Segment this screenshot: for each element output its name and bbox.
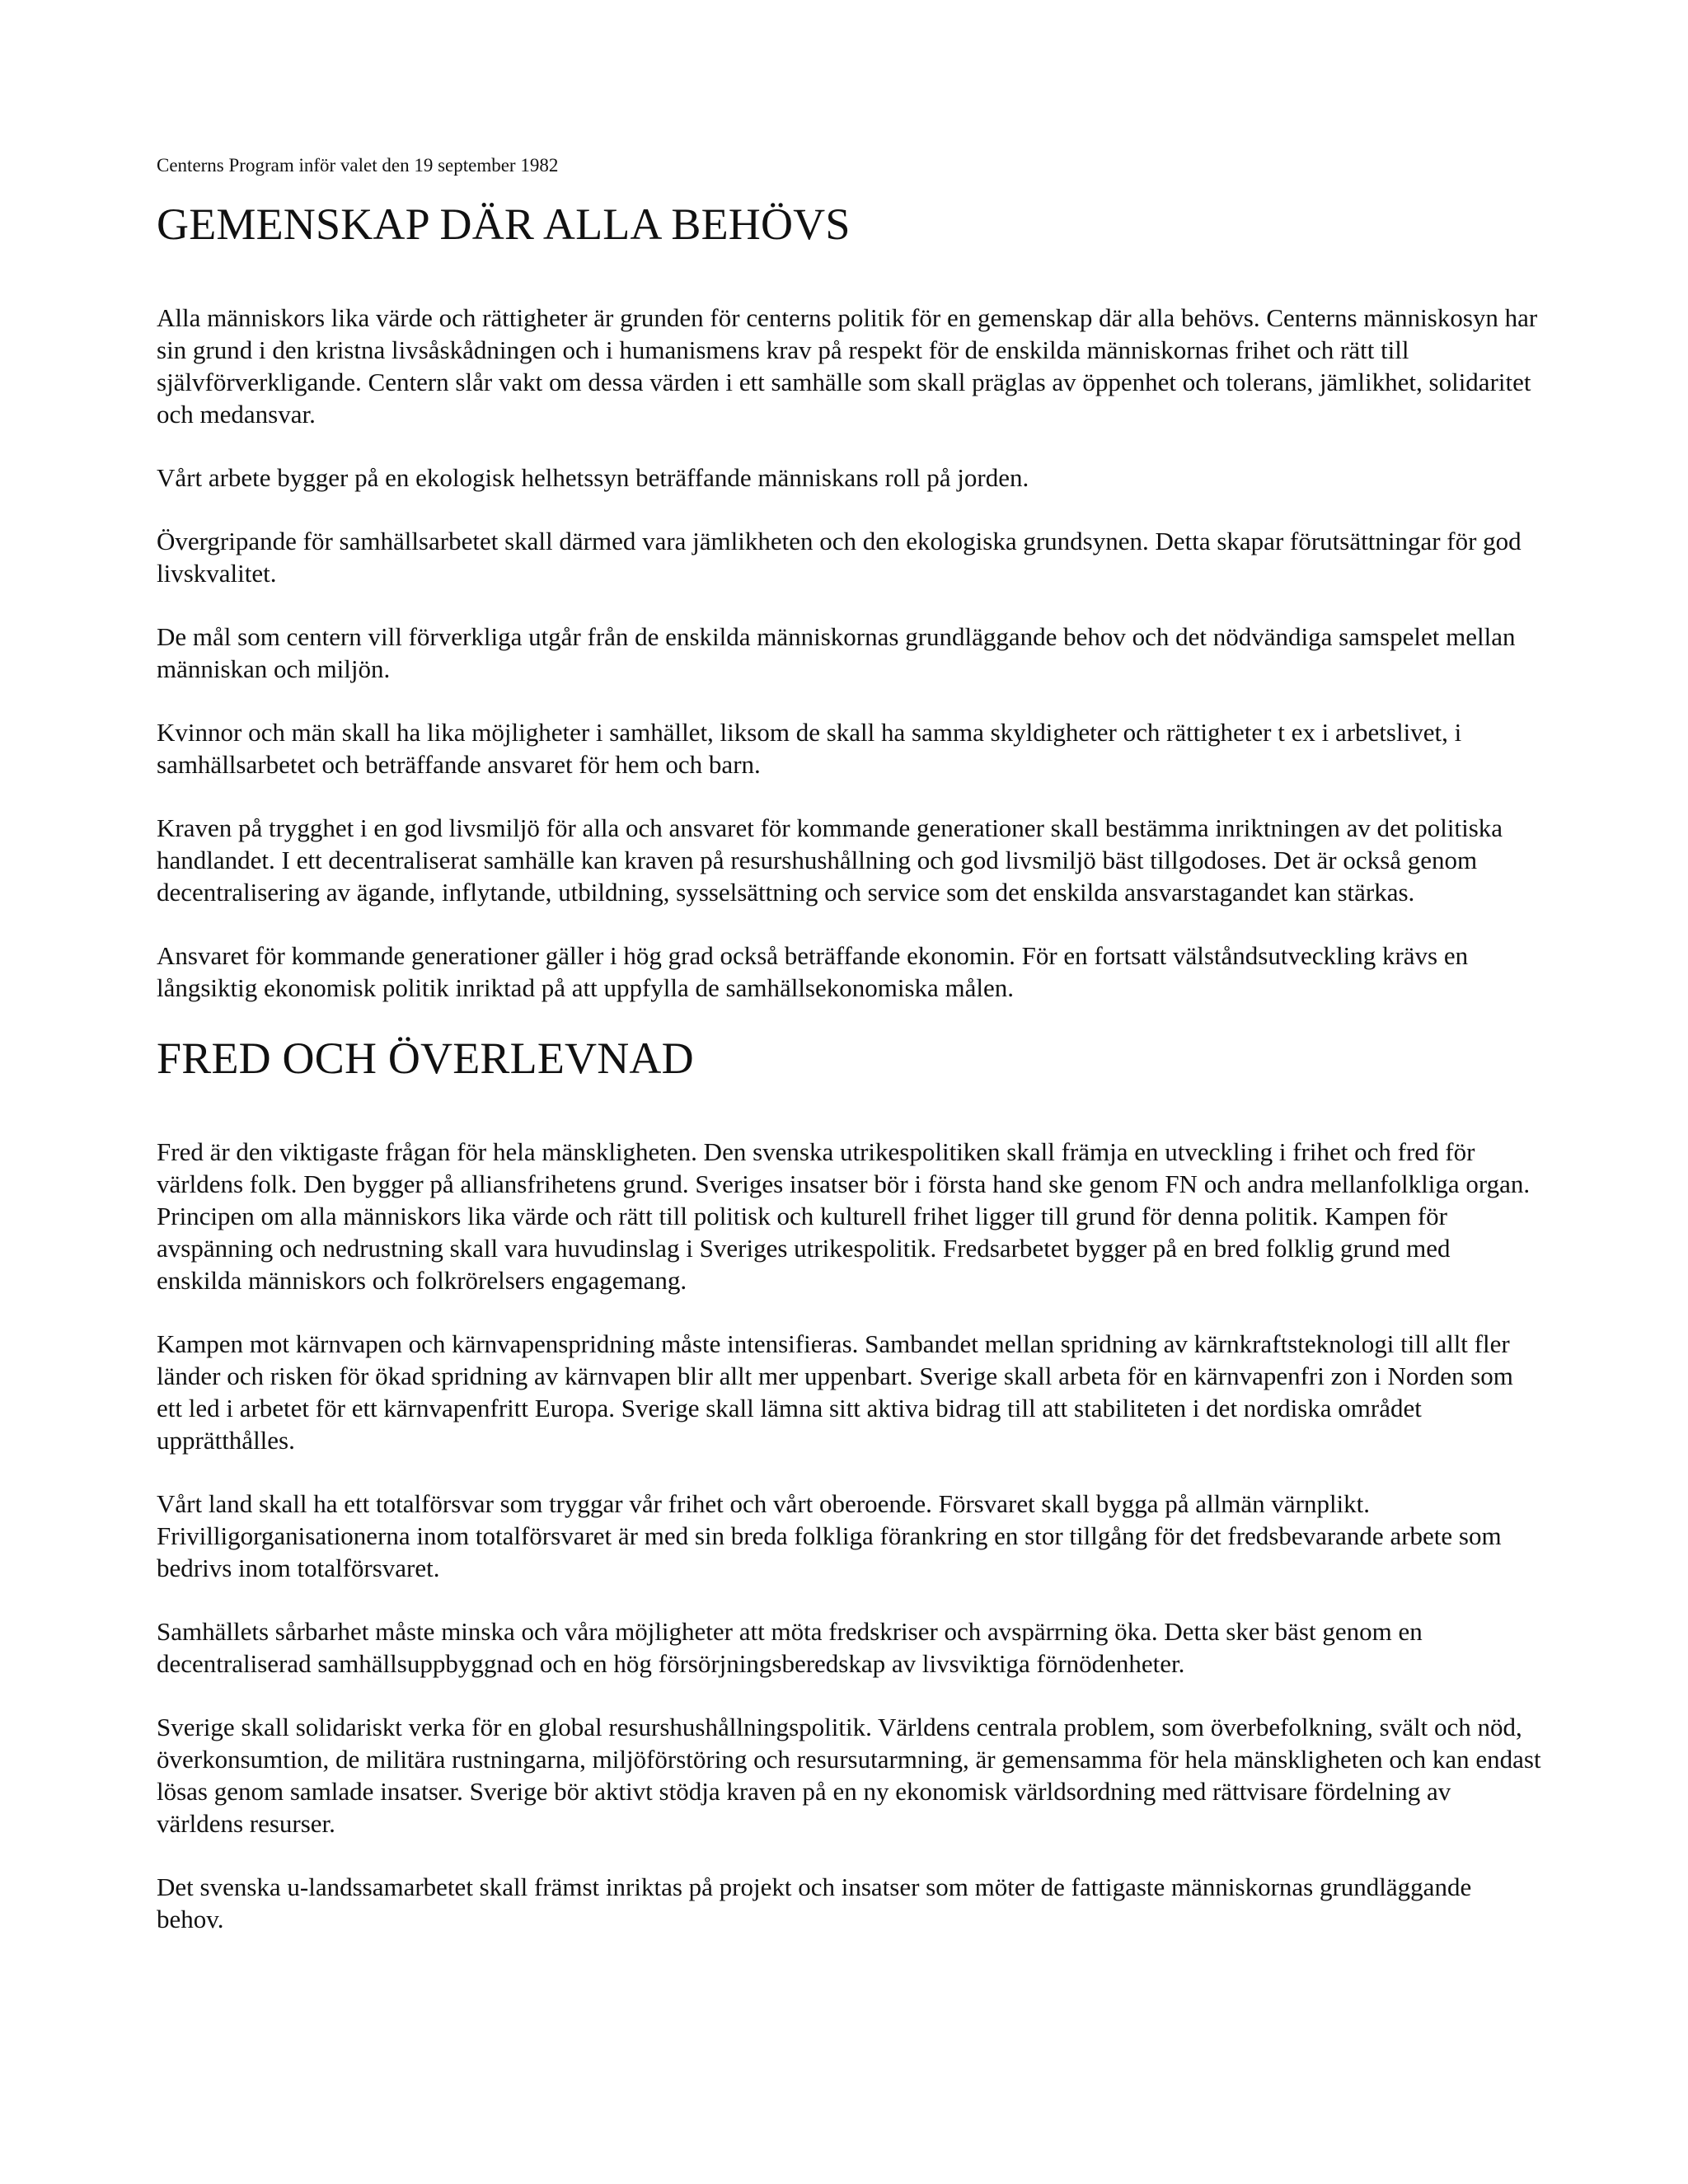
paragraph: Kraven på trygghet i en god livsmiljö för alla och ansvaret för kommande generationer skall bestämma inriktningen av det politiska handlandet. I ett decentraliserat samhälle kan kraven på resurshushållning och god livsmiljö bäst tillgodoses. Det är också genom decentralisering av ägande, inflytande, utbildning, sysselsättning och service som det enskilda ansvarstagandet kan stärkas. (157, 813, 1503, 907)
paragraph: Kvinnor och män skall ha lika möjligheter i samhället, liksom de skall ha samma skyldigheter och rättigheter t ex i arbetslivet, i samhällsarbetet och beträffande ansvaret för hem och barn. (157, 718, 1462, 779)
paragraph: Samhällets sårbarhet måste minska och våra möjligheter att möta fredskriser och avspärrning öka. Detta sker bäst genom en decentraliserad samhällsuppbyggnad och en hög försörjningsberedskap av livsviktiga förnödenheter. (157, 1617, 1423, 1678)
section-heading: FRED OCH ÖVERLEVNAD (157, 1033, 694, 1083)
paragraph: Det svenska u-landssamarbetet skall främst inriktas på projekt och insatser som möter de fattigaste människornas grundläggande behov. (157, 1872, 1472, 1933)
document-page (157, 153, 1541, 1966)
paragraph: Ansvaret för kommande generationer gäller i hög grad också beträffande ekonomin. För en fortsatt välståndsutveckling krävs en långsiktig ekonomisk politik inriktad på att uppfylla de samhällsekonomiska målen. (157, 941, 1469, 1002)
paragraph: Fred är den viktigaste frågan för hela mänskligheten. Den svenska utrikespolitiken skall främja en utveckling i frihet och fred för världens folk. Den bygger på alliansfrihetens grund. Sveriges insatser bör i första hand ske genom FN och andra mellanfolkliga organ. Principen om alla människors lika värde och rätt till politisk och kulturell frihet ligger till grund för denna politik. Kampen för avspänning och nedrustning skall vara huvudinslag i Sveriges utrikespolitik. Fredsarbetet bygger på en bred folklig grund med enskilda människors och folkrörelsers engagemang. (157, 1137, 1531, 1295)
paragraph: Sverige skall solidariskt verka för en global resurshushållningspolitik. Världens centrala problem, som överbefolkning, svält och nöd, överkonsumtion, de militära rustningarna, miljöförstöring och resursutarmning, är gemensamma för hela mänskligheten och kan endast lösas genom samlade insatser. Sverige bör aktivt stödja kraven på en ny ekonomisk världsordning med rättvisare fördelning av världens resurser. (157, 1713, 1541, 1838)
paragraph: Kampen mot kärnvapen och kärnvapenspridning måste intensifieras. Sambandet mellan spridning av kärnkraftsteknologi till allt fler länder och risken för ökad spridning av kärnvapen blir allt mer uppenbart. Sverige skall arbeta för en kärnvapenfri zon i Norden som ett led i arbetet för ett kärnvapenfritt Europa. Sverige skall lämna sitt aktiva bidrag till att stabiliteten i det nordiska området upprätthålles. (157, 1329, 1513, 1455)
document-subtitle: Centerns Program inför valet den 19 september 1982 (157, 155, 559, 176)
paragraph: Alla människors lika värde och rättigheter är grunden för centerns politik för en gemenskap där alla behövs. Centerns människosyn har sin grund i den kristna livsåskådningen och i humanismens krav på respekt för de enskilda människornas frihet och rätt till självförverkligande. Centern slår vakt om dessa värden i ett samhälle som skall präglas av öppenhet och tolerans, jämlikhet, solidaritet och medansvar. (157, 303, 1538, 429)
paragraph: Vårt land skall ha ett totalförsvar som tryggar vår frihet och vårt oberoende. Försvaret skall bygga på allmän värnplikt. Frivilligorganisationerna inom totalförsvaret är med sin breda folkliga förankring en stor tillgång för det fredsbevarande arbete som bedrivs inom totalförsvaret. (157, 1489, 1502, 1582)
paragraph: De mål som centern vill förverkliga utgår från de enskilda människornas grundläggande behov och det nödvändiga samspelet mellan människan och miljön. (157, 622, 1516, 683)
section-heading: GEMENSKAP DÄR ALLA BEHÖVS (157, 199, 851, 249)
paragraph: Övergripande för samhällsarbetet skall därmed vara jämlikheten och den ekologiska grundsynen. Detta skapar förutsättningar för god livskvalitet. (157, 527, 1522, 588)
paragraph: Vårt arbete bygger på en ekologisk helhetssyn beträffande människans roll på jorden. (157, 463, 1029, 492)
